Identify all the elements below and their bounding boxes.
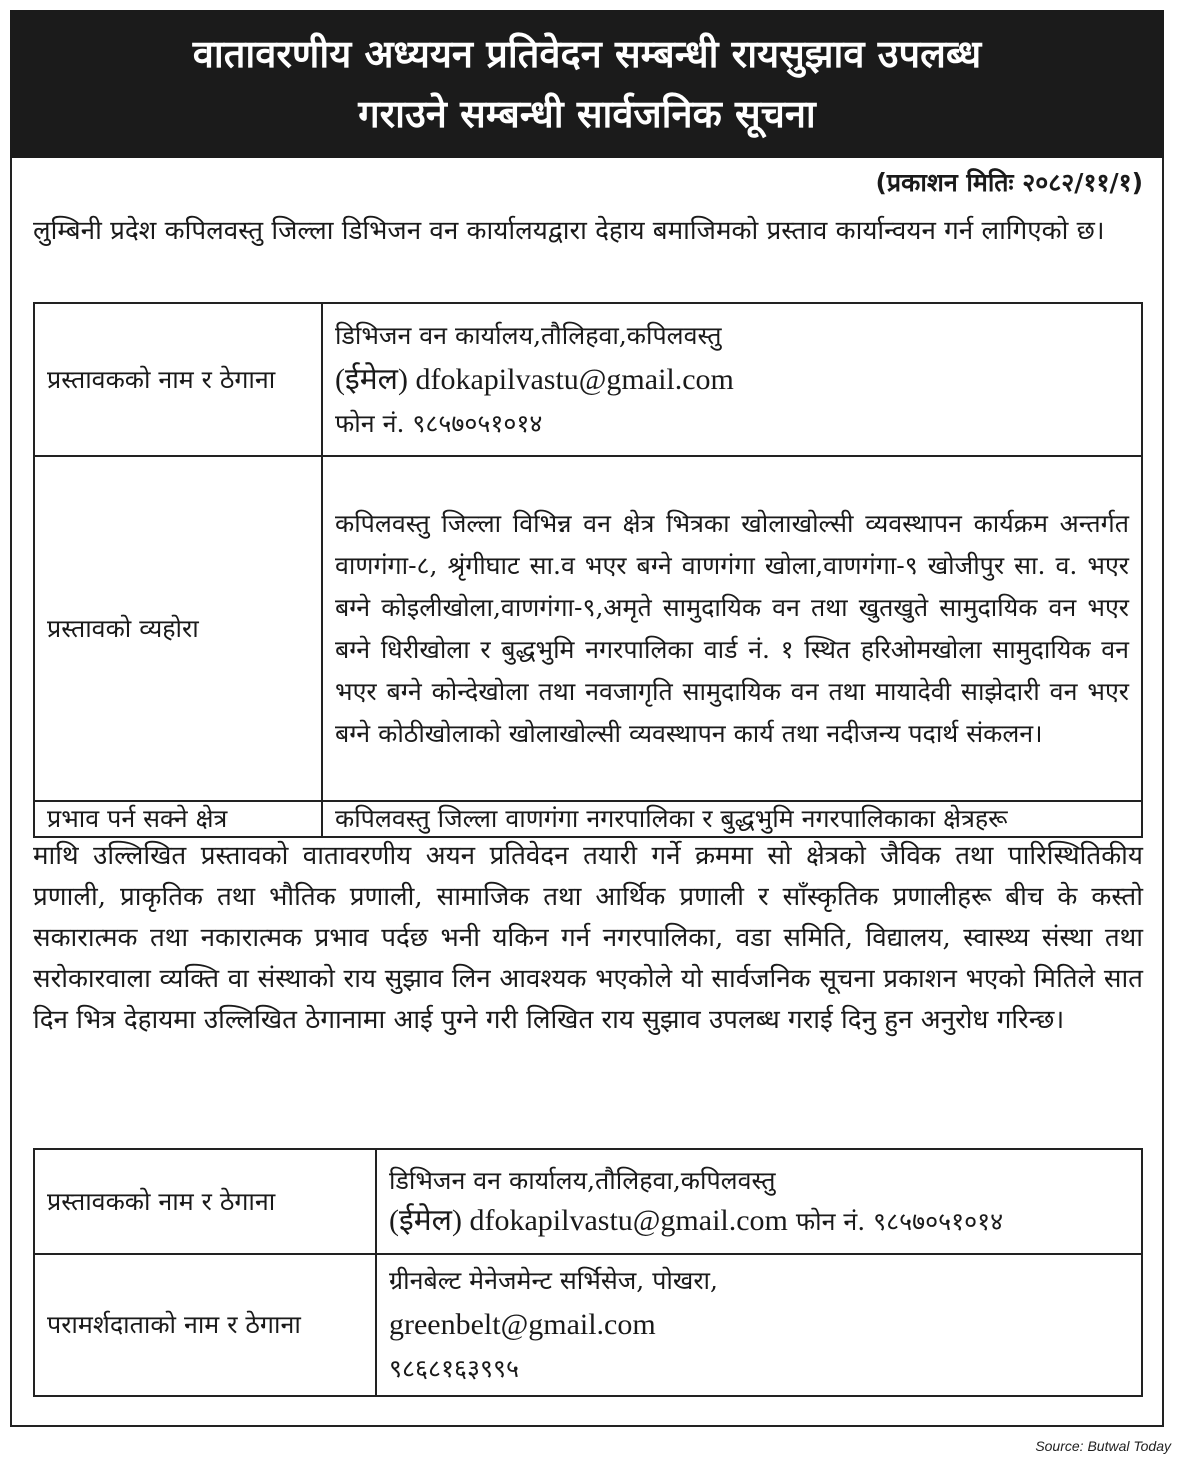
- row-label: प्रस्तावकको नाम र ठेगाना: [34, 1149, 376, 1254]
- title-line-1: वातावरणीय अध्ययन प्रतिवेदन सम्बन्धी रायसुझाव उपलब्ध: [192, 32, 982, 76]
- publication-date: (प्रकाशन मितिः २०८२/११/१): [875, 168, 1143, 197]
- row-label: परामर्शदाताको नाम र ठेगाना: [34, 1254, 376, 1396]
- source-credit: Source: Butwal Today: [1035, 1438, 1171, 1454]
- proponent-name: डिभिजन वन कार्यालय,तौलिहवा,कपिलवस्तु: [389, 1166, 776, 1195]
- table-row: [34, 801, 1142, 837]
- table-row: [34, 303, 1142, 456]
- row-value: [322, 303, 1142, 456]
- row-value: कपिलवस्तु जिल्ला विभिन्न वन क्षेत्र भित्रका खोलाखोल्सी व्यवस्थापन कार्यक्रम अन्तर्गत वाणगंगा-८, श्रृंगीघाट सा.व भएर बग्ने वाणगंगा खोला,वाणगंगा-९ खोजीपुर सा. व. भएर बग्ने कोइलीखोला,वाणगंगा-९,अमृते सामुदायिक वन तथा खुतखुते सामुदायिक वन भएर बग्ने धिरीखोला र बुद्धभुमि नगरपालिका वार्ड नं. १ स्थित हरिओमखोला सामुदायिक वन भएर बग्ने कोन्देखोला तथा नवजागृति सामुदायिक वन तथा मायादेवी साझेदारी वन भएर बग्ने कोठीखोलाको खोलाखोल्सी व्यवस्थापन कार्य तथा नदीजन्य पदार्थ संकलन।: [322, 456, 1142, 801]
- table-row: [34, 1149, 1142, 1254]
- consultant-email: greenbelt@gmail.com: [389, 1308, 656, 1341]
- proponent-name: डिभिजन वन कार्यालय,तौलिहवा,कपिलवस्तु: [335, 320, 722, 350]
- proponent-email: (ईमेल) dfokapilvastu@gmail.com: [389, 1204, 788, 1237]
- table-row: [34, 456, 1142, 801]
- consultant-name: ग्रीनबेल्ट मेनेजमेन्ट सर्भिसेज, पोखरा,: [389, 1266, 718, 1295]
- proponent-phone: फोन नं. ९८५७०५१०१४: [335, 408, 543, 438]
- body-paragraph: माथि उल्लिखित प्रस्तावको वातावरणीय अयन प्रतिवेदन तयारी गर्ने क्रममा सो क्षेत्रको जैविक तथा पारिस्थितिकीय प्रणाली, प्राकृतिक तथा भौतिक प्रणाली, सामाजिक तथा आर्थिक प्रणाली र साँस्कृतिक प्रणालीहरू बीच के कस्तो सकारात्मक तथा नकारात्मक प्रभाव पर्दछ भनी यकिन गर्न नगरपालिका, वडा समिति, विद्यालय, स्वास्थ्य संस्था तथा सरोकारवाला व्यक्ति वा संस्थाको राय सुझाव लिन आवश्यक भएकोले यो सार्वजनिक सूचना प्रकाशन भएको मितिले सात दिन भित्र देहायमा उल्लिखित ठेगानामा आई पुग्ने गरी लिखित राय सुझाव उपलब्ध गराई दिनु हुन अनुरोध गरिन्छ।: [33, 841, 1143, 1035]
- row-value: [376, 1254, 1142, 1396]
- row-label: प्रस्तावको व्यहोरा: [34, 456, 322, 801]
- title-line-2: गराउने सम्बन्धी सार्वजनिक सूचना: [358, 92, 816, 136]
- row-label: प्रस्तावकको नाम र ठेगाना: [34, 303, 322, 456]
- proponent-email: (ईमेल) dfokapilvastu@gmail.com: [335, 362, 734, 396]
- proposal-table: [33, 302, 1143, 838]
- table-row: [34, 1254, 1142, 1396]
- contact-table: [33, 1148, 1143, 1397]
- proponent-phone: फोन नं. ९८५७०५१०१४: [795, 1207, 1004, 1236]
- consultant-phone: ९८६८१६३९९५: [389, 1354, 520, 1383]
- intro-paragraph: लुम्बिनी प्रदेश कपिलवस्तु जिल्ला डिभिजन वन कार्यालयद्वारा देहाय बमाजिमको प्रस्ताव कार्यान्वयन गर्न लागिएको छ।: [33, 216, 1105, 246]
- row-value: [376, 1149, 1142, 1254]
- notice-header: [10, 10, 1164, 158]
- row-value: कपिलवस्तु जिल्ला वाणगंगा नगरपालिका र बुद्धभुमि नगरपालिकाका क्षेत्रहरू: [322, 801, 1142, 837]
- row-label: प्रभाव पर्न सक्ने क्षेत्र: [34, 801, 322, 837]
